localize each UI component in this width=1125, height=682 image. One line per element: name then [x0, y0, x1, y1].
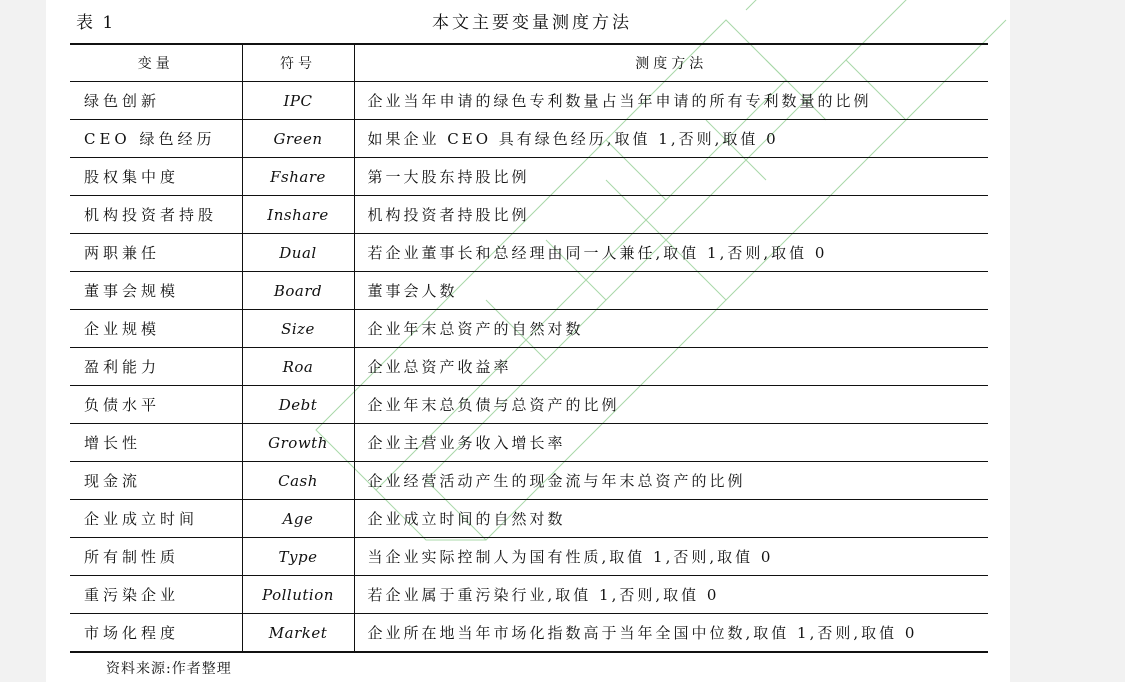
- table-row: [70, 196, 988, 234]
- variable-symbol: Age: [242, 500, 354, 538]
- table-row: [70, 272, 988, 310]
- variable-name: 企业规模: [70, 310, 242, 348]
- variable-symbol: Debt: [242, 386, 354, 424]
- variable-symbol: Growth: [242, 424, 354, 462]
- variable-name: 机构投资者持股: [70, 196, 242, 234]
- variable-method: 若企业董事长和总经理由同一人兼任,取值 1,否则,取值 0: [367, 244, 828, 262]
- variable-method: 企业年末总资产的自然对数: [367, 320, 584, 338]
- source-note: 资料来源:作者整理: [106, 661, 232, 677]
- header-variable: 变量: [70, 44, 242, 82]
- variable-symbol: Cash: [242, 462, 354, 500]
- variable-method: 企业成立时间的自然对数: [367, 510, 566, 528]
- table-title: 本文主要变量测度方法: [432, 13, 632, 33]
- header-method: 测度方法: [635, 56, 708, 72]
- variable-symbol: Green: [242, 120, 354, 158]
- table-row: [70, 424, 988, 462]
- variable-name: 企业成立时间: [70, 500, 242, 538]
- table-row: [70, 120, 988, 158]
- variable-symbol: Board: [242, 272, 354, 310]
- table-row: [70, 576, 988, 614]
- variable-method: 当企业实际控制人为国有性质,取值 1,否则,取值 0: [367, 548, 774, 566]
- variable-name: 股权集中度: [70, 158, 242, 196]
- variable-symbol: Pollution: [242, 576, 354, 614]
- table-row: [70, 234, 988, 272]
- variable-method: 若企业属于重污染行业,取值 1,否则,取值 0: [367, 586, 720, 604]
- variable-method: 企业所在地当年市场化指数高于当年全国中位数,取值 1,否则,取值 0: [367, 624, 918, 642]
- variable-symbol: IPC: [242, 82, 354, 120]
- table-row: [70, 462, 988, 500]
- table-row: [70, 82, 988, 120]
- table-row: [70, 386, 988, 424]
- table-number: 表 1: [76, 13, 116, 33]
- variable-method: 机构投资者持股比例: [367, 206, 530, 224]
- document-page: [46, 0, 1010, 682]
- variable-symbol: Size: [242, 310, 354, 348]
- variable-name: 增长性: [70, 424, 242, 462]
- variable-symbol: Roa: [242, 348, 354, 386]
- variable-method: 企业经营活动产生的现金流与年末总资产的比例: [367, 472, 746, 490]
- variable-name: 盈利能力: [70, 348, 242, 386]
- variable-method: 企业总资产收益率: [367, 358, 512, 376]
- variable-method: 企业当年申请的绿色专利数量占当年申请的所有专利数量的比例: [367, 92, 872, 110]
- variable-name: 董事会规模: [70, 272, 242, 310]
- table-row: [70, 538, 988, 576]
- variable-name: 重污染企业: [70, 576, 242, 614]
- variables-table: [70, 43, 988, 653]
- variable-symbol: Inshare: [242, 196, 354, 234]
- variable-name: 现金流: [70, 462, 242, 500]
- variable-method: 董事会人数: [367, 282, 458, 300]
- variable-name: 负债水平: [70, 386, 242, 424]
- variable-name: 所有制性质: [70, 538, 242, 576]
- variable-symbol: Fshare: [242, 158, 354, 196]
- table-row: [70, 500, 988, 538]
- variable-method: 企业主营业务收入增长率: [367, 434, 566, 452]
- variable-method: 企业年末总负债与总资产的比例: [367, 396, 620, 414]
- table-row: [70, 348, 988, 386]
- variable-name: 两职兼任: [70, 234, 242, 272]
- variable-name: 市场化程度: [70, 614, 242, 653]
- table-row: [70, 310, 988, 348]
- variable-name: 绿色创新: [70, 82, 242, 120]
- table-row: [70, 158, 988, 196]
- table-row: [70, 614, 988, 653]
- variable-name: CEO 绿色经历: [70, 120, 242, 158]
- variable-symbol: Type: [242, 538, 354, 576]
- table-header-row: [70, 44, 988, 82]
- table-caption: [76, 8, 988, 36]
- variable-symbol: Dual: [242, 234, 354, 272]
- variable-method: 第一大股东持股比例: [367, 168, 530, 186]
- header-symbol: 符号: [242, 44, 354, 82]
- variable-method: 如果企业 CEO 具有绿色经历,取值 1,否则,取值 0: [367, 130, 779, 148]
- variable-symbol: Market: [242, 614, 354, 653]
